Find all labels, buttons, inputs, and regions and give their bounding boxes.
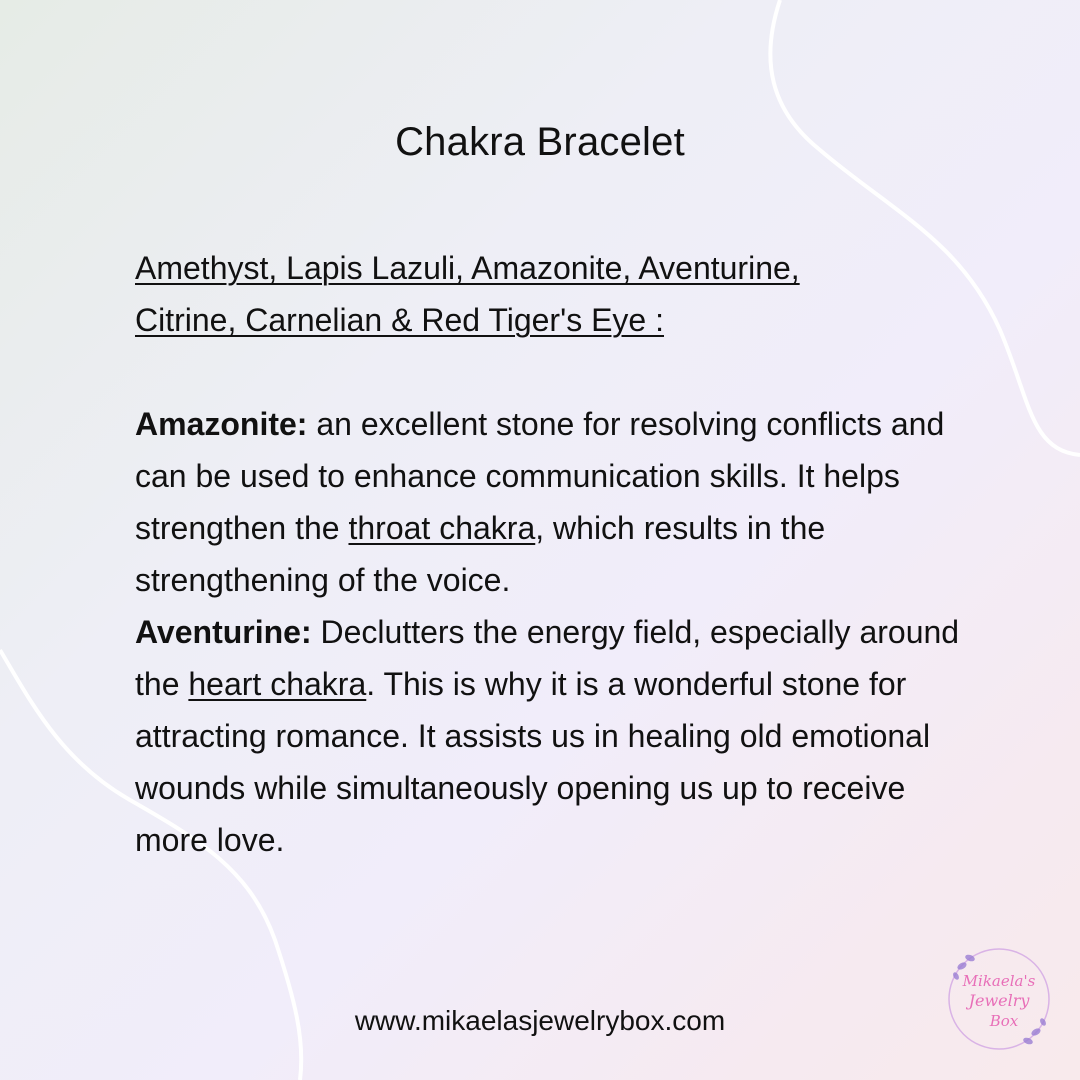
stones-line-2: Citrine, Carnelian & Red Tiger's Eye : bbox=[135, 302, 664, 338]
aventurine-text-2: . This is why it is a wonderful stone for attracting romance. It assists us in healing old emotional wounds while simultaneously opening us up to receive more love. bbox=[135, 666, 931, 858]
heart-chakra-link[interactable]: heart chakra bbox=[188, 666, 367, 702]
amazonite-text-2: , which results in the strengthening of the voice. bbox=[135, 510, 826, 598]
aventurine-paragraph bbox=[135, 606, 965, 866]
logo-line-2: Jewelry bbox=[968, 991, 1030, 1010]
stones-line-1: Amethyst, Lapis Lazuli, Amazonite, Aventurine, bbox=[135, 250, 800, 286]
amazonite-paragraph bbox=[135, 398, 965, 606]
brand-logo bbox=[944, 944, 1054, 1054]
amazonite-text-1: an excellent stone for resolving conflicts and can be used to enhance communication skills. It helps strengthen the bbox=[135, 406, 945, 546]
throat-chakra-link[interactable]: throat chakra bbox=[348, 510, 536, 546]
aventurine-text-1: Declutters the energy field, especially around the bbox=[135, 614, 960, 702]
page-title: Chakra Bracelet bbox=[395, 120, 685, 164]
amazonite-label: Amazonite: bbox=[135, 406, 308, 442]
aventurine-label: Aventurine: bbox=[135, 614, 312, 650]
stones-list bbox=[135, 242, 965, 346]
logo-line-3: Box bbox=[989, 1012, 1019, 1030]
description-body bbox=[135, 242, 965, 866]
website-url[interactable]: www.mikaelasjewelrybox.com bbox=[354, 1005, 726, 1036]
logo-line-1: Mikaela's bbox=[962, 972, 1036, 990]
